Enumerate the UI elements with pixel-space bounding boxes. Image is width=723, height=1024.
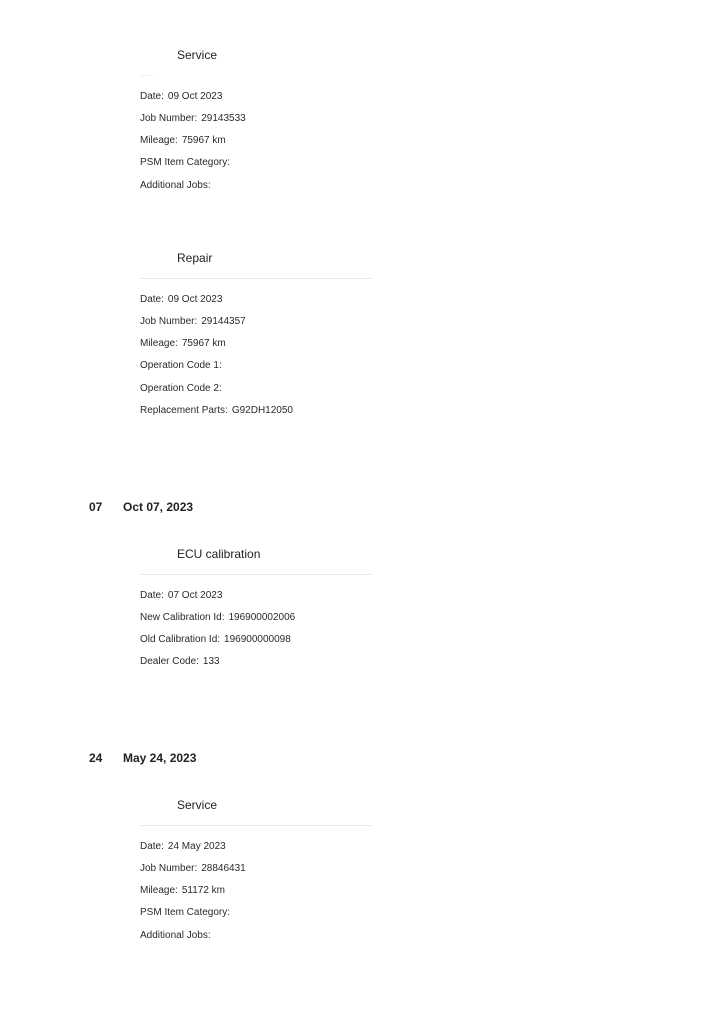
- detail-row: Additional Jobs:: [140, 930, 211, 941]
- detail-row: PSM Item Category:: [140, 157, 231, 168]
- date-group-header: [0, 751, 723, 771]
- detail-row: Mileage: 75967 km: [140, 135, 226, 146]
- detail-row: Replacement Parts: G92DH12050: [140, 405, 293, 416]
- detail-row: Old Calibration Id: 196900000098: [140, 634, 291, 645]
- detail-row: Date: 09 Oct 2023: [140, 91, 223, 102]
- date-group-header: [0, 500, 723, 520]
- date-day: 24: [89, 751, 103, 765]
- detail-row: Date: 09 Oct 2023: [140, 294, 223, 305]
- detail-row: Mileage: 51172 km: [140, 885, 225, 896]
- detail-row: Date: 07 Oct 2023: [140, 590, 223, 601]
- detail-row: Job Number: 28846431: [140, 863, 246, 874]
- detail-row: Job Number: 29143533: [140, 113, 246, 124]
- divider: [140, 825, 372, 826]
- detail-row: New Calibration Id: 196900002006: [140, 612, 296, 623]
- detail-row: Operation Code 1:: [140, 360, 222, 371]
- date-day: 07: [89, 500, 103, 514]
- card-title: ECU calibration: [177, 547, 261, 561]
- detail-row: PSM Item Category:: [140, 907, 231, 918]
- divider: [140, 278, 372, 279]
- card-title: Service: [177, 798, 218, 812]
- detail-row: Operation Code 2:: [140, 383, 222, 394]
- detail-row: Additional Jobs:: [140, 180, 211, 191]
- date-full: Oct 07, 2023: [123, 500, 194, 514]
- detail-row: Dealer Code: 133: [140, 656, 220, 667]
- divider: [140, 75, 154, 76]
- card-title: Service: [177, 48, 218, 62]
- date-full: May 24, 2023: [123, 751, 197, 765]
- detail-row: Job Number: 29144357: [140, 316, 246, 327]
- divider: [140, 574, 372, 575]
- detail-row: Date: 24 May 2023: [140, 841, 226, 852]
- detail-row: Mileage: 75967 km: [140, 338, 226, 349]
- card-title: Repair: [177, 251, 213, 265]
